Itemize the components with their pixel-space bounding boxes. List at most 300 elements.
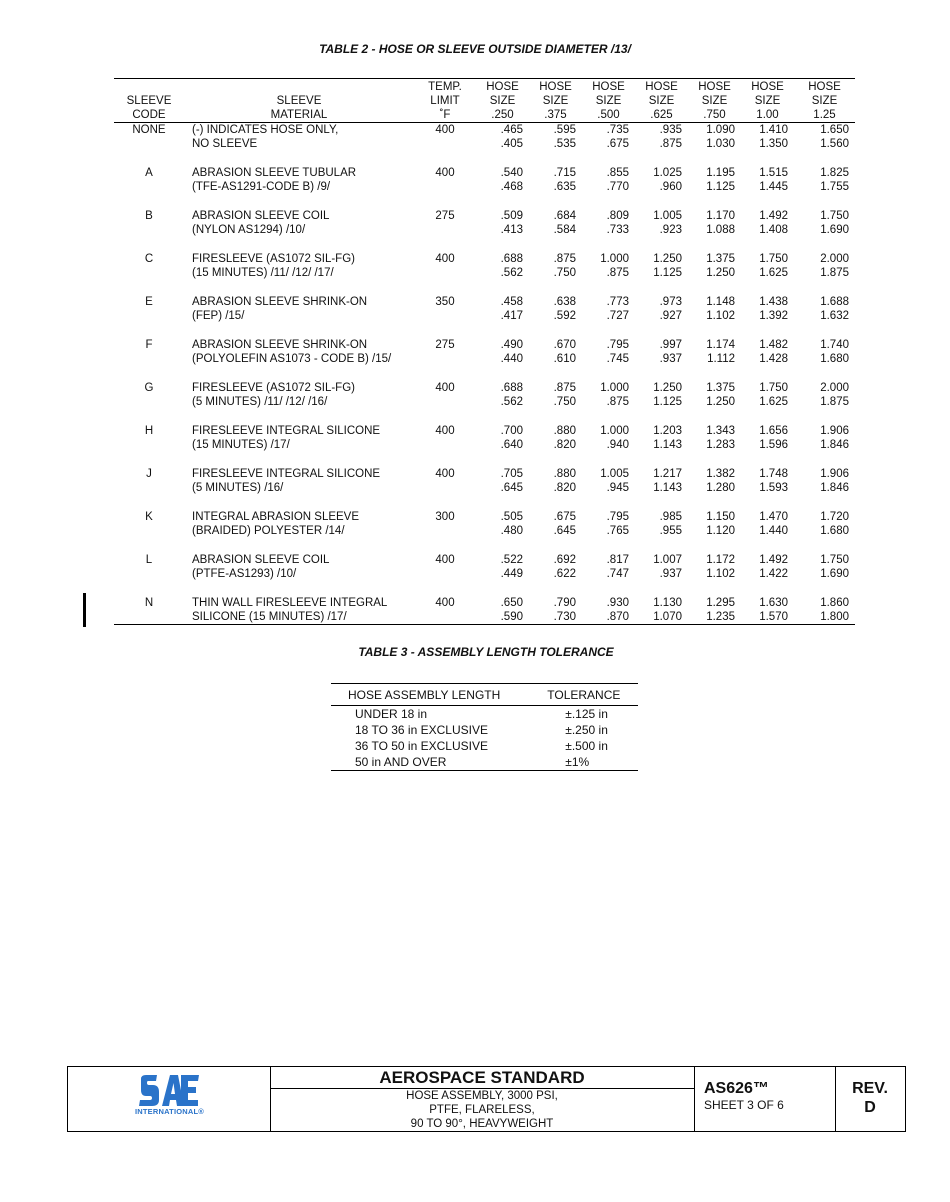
table2-cell <box>529 424 582 467</box>
document-number: AS626™ <box>704 1080 769 1097</box>
cell-value: 1.174 <box>706 339 735 351</box>
table2-cell <box>114 295 184 338</box>
cell-value: .730 <box>553 611 576 623</box>
header-line: SIZE <box>701 95 728 107</box>
table2-row <box>114 553 855 596</box>
length-range: UNDER 18 in <box>355 707 428 721</box>
cell-value: (NYLON AS1294) /10/ <box>192 224 306 236</box>
cell-value: 1.120 <box>706 525 735 537</box>
table2-cell <box>794 510 855 553</box>
cell-value: 400 <box>435 382 455 394</box>
cell-value: 1.070 <box>653 611 682 623</box>
table2-cell <box>184 123 414 167</box>
length-range: 50 in AND OVER <box>355 755 447 769</box>
header-line: HOSE <box>539 81 572 93</box>
table2-cell <box>529 596 582 625</box>
cell-value: 1.680 <box>820 525 849 537</box>
cell-value: .955 <box>659 525 682 537</box>
table2-cell <box>476 381 529 424</box>
table2-cell <box>794 381 855 424</box>
table2-header-cell <box>688 79 741 123</box>
cell-value: 1.570 <box>759 611 788 623</box>
table2-cell <box>184 166 414 209</box>
cell-value: 1.440 <box>759 525 788 537</box>
cell-value: .880 <box>553 425 576 437</box>
sheet-number: SHEET 3 OF 6 <box>704 1098 784 1112</box>
document-number-cell <box>694 1067 836 1131</box>
header-line: .500 <box>597 109 620 121</box>
table2-row <box>114 209 855 252</box>
description-line-3: 90 TO 90°, HEAVYWEIGHT <box>410 1118 554 1130</box>
table2-cell <box>184 381 414 424</box>
table2-cell <box>688 381 741 424</box>
table2-row <box>114 596 855 625</box>
cell-value: 400 <box>435 167 455 179</box>
table2-cell <box>794 295 855 338</box>
table2-cell <box>414 467 476 510</box>
cell-value: 1.625 <box>759 267 788 279</box>
cell-value: N <box>144 597 154 609</box>
table3-row <box>331 754 638 771</box>
cell-value: 1.170 <box>706 210 735 222</box>
title-block <box>67 1066 906 1132</box>
table2-header-cell <box>794 79 855 123</box>
table2-cell <box>635 295 688 338</box>
cell-value: L <box>145 554 153 566</box>
cell-value: 1.295 <box>706 597 735 609</box>
cell-value: .937 <box>659 568 682 580</box>
table2-cell <box>635 338 688 381</box>
header-line: SIZE <box>811 95 838 107</box>
cell-value: 1.515 <box>759 167 788 179</box>
cell-value: THIN WALL FIRESLEEVE INTEGRAL <box>192 597 388 609</box>
cell-value: 400 <box>435 124 455 136</box>
table2-cell <box>114 123 184 167</box>
cell-value: .610 <box>553 353 576 365</box>
cell-value: K <box>145 511 153 523</box>
table2-cell <box>688 467 741 510</box>
table3-header-tolerance: TOLERANCE <box>547 688 621 702</box>
cell-value: .875 <box>606 396 629 408</box>
cell-value: NONE <box>132 124 166 136</box>
cell-value: 1.143 <box>653 482 682 494</box>
cell-value: 275 <box>435 339 455 351</box>
header-line: 1.00 <box>756 109 779 121</box>
cell-value: 2.000 <box>820 382 849 394</box>
cell-value: .509 <box>500 210 523 222</box>
cell-value: (15 MINUTES) /17/ <box>192 439 290 451</box>
table2-row <box>114 467 855 510</box>
table2-cell <box>741 338 794 381</box>
table3-title: TABLE 3 - ASSEMBLY LENGTH TOLERANCE <box>358 645 614 659</box>
cell-value: .490 <box>500 339 523 351</box>
table2-cell <box>741 123 794 167</box>
cell-value: .640 <box>500 439 523 451</box>
header-line: .750 <box>703 109 726 121</box>
table2-cell <box>741 381 794 424</box>
cell-value: (5 MINUTES) /16/ <box>192 482 284 494</box>
table2-cell <box>741 209 794 252</box>
table3-header-length: HOSE ASSEMBLY LENGTH <box>348 688 501 702</box>
cell-value: (TFE-AS1291-CODE B) /9/ <box>192 181 331 193</box>
cell-value: 1.755 <box>820 181 849 193</box>
cell-value: .449 <box>500 568 523 580</box>
cell-value: .590 <box>500 611 523 623</box>
cell-value: ABRASION SLEEVE SHRINK-ON <box>192 339 368 351</box>
table2-cell <box>476 553 529 596</box>
header-line: HOSE <box>751 81 784 93</box>
cell-value: 400 <box>435 253 455 265</box>
table2-cell <box>794 338 855 381</box>
cell-value: 400 <box>435 597 455 609</box>
cell-value: .522 <box>500 554 523 566</box>
cell-value: .795 <box>606 339 629 351</box>
cell-value: 1.025 <box>653 167 682 179</box>
table2-cell <box>635 510 688 553</box>
table2-cell <box>414 553 476 596</box>
table2-cell <box>184 424 414 467</box>
cell-value: 1.000 <box>600 425 629 437</box>
cell-value: .997 <box>659 339 682 351</box>
table3-row <box>331 706 638 723</box>
cell-value: .960 <box>659 181 682 193</box>
table2-cell <box>476 252 529 295</box>
cell-value: .773 <box>606 296 629 308</box>
cell-value: .790 <box>553 597 576 609</box>
cell-value: .692 <box>553 554 576 566</box>
table2-cell <box>741 252 794 295</box>
cell-value: INTEGRAL ABRASION SLEEVE <box>192 511 360 523</box>
cell-value: (15 MINUTES) /11/ /12/ /17/ <box>192 267 334 279</box>
table2-cell <box>184 338 414 381</box>
table2-header-cell <box>741 79 794 123</box>
table2-cell <box>114 553 184 596</box>
table2-cell <box>688 123 741 167</box>
cell-value: 400 <box>435 554 455 566</box>
table2-cell <box>741 553 794 596</box>
table2-cell <box>529 510 582 553</box>
cell-value: .809 <box>606 210 629 222</box>
table2-cell <box>184 295 414 338</box>
header-line <box>147 81 150 93</box>
cell-value: .540 <box>500 167 523 179</box>
cell-value: 1.005 <box>653 210 682 222</box>
cell-value: 1.005 <box>600 468 629 480</box>
cell-value: 1.690 <box>820 568 849 580</box>
cell-value: .940 <box>606 439 629 451</box>
table2-body <box>114 123 855 625</box>
cell-value: 1.090 <box>706 124 735 136</box>
table2-header-cell <box>184 79 414 123</box>
cell-value: .684 <box>553 210 576 222</box>
table2-cell <box>688 166 741 209</box>
header-line: ˚F <box>439 109 451 121</box>
cell-value: 1.748 <box>759 468 788 480</box>
cell-value: .458 <box>500 296 523 308</box>
table2-cell <box>476 123 529 167</box>
table2-cell <box>741 424 794 467</box>
table2-cell <box>582 295 635 338</box>
table2-cell <box>741 596 794 625</box>
cell-value: .923 <box>659 224 682 236</box>
cell-value: 1.217 <box>653 468 682 480</box>
table2-cell <box>741 510 794 553</box>
header-line: .250 <box>491 109 514 121</box>
table2-cell <box>582 123 635 167</box>
cell-value: 1.625 <box>759 396 788 408</box>
cell-value: 1.593 <box>759 482 788 494</box>
cell-value: .875 <box>553 253 576 265</box>
cell-value: .945 <box>606 482 629 494</box>
table2-cell <box>741 467 794 510</box>
table2-cell <box>741 295 794 338</box>
table2-cell <box>476 467 529 510</box>
cell-value: (POLYOLEFIN AS1073 - CODE B) /15/ <box>192 353 392 365</box>
tolerance-value: ±1% <box>565 755 590 769</box>
cell-value: .817 <box>606 554 629 566</box>
cell-value: .688 <box>500 253 523 265</box>
cell-value: .927 <box>659 310 682 322</box>
cell-value: 1.630 <box>759 597 788 609</box>
cell-value: .875 <box>606 267 629 279</box>
cell-value: 1.750 <box>820 210 849 222</box>
cell-value: ABRASION SLEEVE TUBULAR <box>192 167 357 179</box>
cell-value: .705 <box>500 468 523 480</box>
cell-value: 1.482 <box>759 339 788 351</box>
header-line: SLEEVE <box>276 95 322 107</box>
table2-cell <box>414 166 476 209</box>
cell-value: 1.283 <box>706 439 735 451</box>
cell-value: 1.102 <box>706 568 735 580</box>
header-line: TEMP. <box>428 81 462 93</box>
cell-value: 1.438 <box>759 296 788 308</box>
cell-value: .635 <box>553 181 576 193</box>
cell-value: 1.492 <box>759 210 788 222</box>
cell-value: 1.846 <box>820 439 849 451</box>
cell-value: .820 <box>553 482 576 494</box>
tolerance-value: ±.250 in <box>565 723 608 737</box>
cell-value: .870 <box>606 611 629 623</box>
table2-row <box>114 424 855 467</box>
table2-cell <box>414 123 476 167</box>
cell-value: SILICONE (15 MINUTES) /17/ <box>192 611 347 623</box>
cell-value: 1.800 <box>820 611 849 623</box>
description-line-1: HOSE ASSEMBLY, 3000 PSI, <box>406 1090 558 1102</box>
table2-cell <box>414 252 476 295</box>
table2-row <box>114 295 855 338</box>
table2-cell <box>794 467 855 510</box>
table2-cell <box>476 424 529 467</box>
table2-cell <box>688 338 741 381</box>
table2-cell <box>114 596 184 625</box>
cell-value: .855 <box>606 167 629 179</box>
cell-value: NO SLEEVE <box>192 138 258 150</box>
cell-value: 1.750 <box>820 554 849 566</box>
table2-cell <box>114 338 184 381</box>
cell-value: .747 <box>606 568 629 580</box>
header-line: HOSE <box>808 81 841 93</box>
cell-value: .417 <box>500 310 523 322</box>
table2-cell <box>635 381 688 424</box>
cell-value: 1.375 <box>706 382 735 394</box>
cell-value: .985 <box>659 511 682 523</box>
cell-value: .735 <box>606 124 629 136</box>
cell-value: 1.125 <box>653 396 682 408</box>
header-line: HOSE <box>592 81 625 93</box>
cell-value: 1.492 <box>759 554 788 566</box>
cell-value: 1.343 <box>706 425 735 437</box>
table2-cell <box>582 553 635 596</box>
description-line-2: PTFE, FLARELESS, <box>429 1104 535 1116</box>
cell-value: J <box>146 468 152 480</box>
table2-cell <box>414 381 476 424</box>
header-line: SIZE <box>648 95 675 107</box>
cell-value: 1.235 <box>706 611 735 623</box>
table2-cell <box>688 553 741 596</box>
top-cropped-text <box>0 0 950 8</box>
table2-header-row <box>114 79 855 123</box>
table2-row <box>114 166 855 209</box>
cell-value: 400 <box>435 468 455 480</box>
cell-value: 1.750 <box>759 382 788 394</box>
table2-cell <box>114 209 184 252</box>
cell-value: 1.375 <box>706 253 735 265</box>
table2-cell <box>476 510 529 553</box>
cell-value: 1.688 <box>820 296 849 308</box>
table2-cell <box>582 467 635 510</box>
cell-value: .700 <box>500 425 523 437</box>
cell-value: 1.130 <box>653 597 682 609</box>
cell-value: 1.906 <box>820 468 849 480</box>
header-line: .625 <box>650 109 673 121</box>
cell-value: 1.408 <box>759 224 788 236</box>
table2-cell <box>184 553 414 596</box>
cell-value: 1.392 <box>759 310 788 322</box>
header-line: .375 <box>544 109 567 121</box>
cell-value: .584 <box>553 224 576 236</box>
cell-value: 1.172 <box>706 554 735 566</box>
cell-value: 1.875 <box>820 396 849 408</box>
cell-value: 1.846 <box>820 482 849 494</box>
cell-value: 1.102 <box>706 310 735 322</box>
table2-cell <box>794 424 855 467</box>
cell-value: .405 <box>500 138 523 150</box>
table3-assembly-length-tolerance <box>331 683 638 771</box>
length-range: 18 TO 36 in EXCLUSIVE <box>355 723 488 737</box>
cell-value: .715 <box>553 167 576 179</box>
cell-value: .650 <box>500 597 523 609</box>
table2-header-cell <box>582 79 635 123</box>
cell-value: 1.250 <box>653 382 682 394</box>
table2-cell <box>529 166 582 209</box>
header-line: HOSE <box>486 81 519 93</box>
table2-cell <box>184 252 414 295</box>
table2-cell <box>114 252 184 295</box>
cell-value: 1.825 <box>820 167 849 179</box>
cell-value: .973 <box>659 296 682 308</box>
table2-cell <box>635 123 688 167</box>
table2-row <box>114 381 855 424</box>
cell-value: 1.148 <box>706 296 735 308</box>
table2-cell <box>184 467 414 510</box>
table2-cell <box>635 252 688 295</box>
cell-value: 1.007 <box>653 554 682 566</box>
cell-value: A <box>145 167 153 179</box>
cell-value: 1.860 <box>820 597 849 609</box>
table2-cell <box>114 381 184 424</box>
cell-value: .465 <box>500 124 523 136</box>
cell-value: (-) INDICATES HOSE ONLY, <box>192 124 339 136</box>
cell-value: ABRASION SLEEVE COIL <box>192 554 330 566</box>
cell-value: .622 <box>553 568 576 580</box>
cell-value: .645 <box>553 525 576 537</box>
table2-cell <box>794 209 855 252</box>
cell-value: G <box>144 382 154 394</box>
header-line: MATERIAL <box>270 109 328 121</box>
cell-value: .592 <box>553 310 576 322</box>
table2-cell <box>582 166 635 209</box>
table2-title: TABLE 2 - HOSE OR SLEEVE OUTSIDE DIAMETER /13/ <box>319 42 631 56</box>
cell-value: .562 <box>500 267 523 279</box>
table2-cell <box>688 252 741 295</box>
cell-value: 1.560 <box>820 138 849 150</box>
table2-cell <box>529 252 582 295</box>
cell-value: 1.250 <box>706 396 735 408</box>
table2-cell <box>529 123 582 167</box>
cell-value: (BRAIDED) POLYESTER /14/ <box>192 525 345 537</box>
cell-value: 1.906 <box>820 425 849 437</box>
table2-cell <box>635 166 688 209</box>
table2-cell <box>529 338 582 381</box>
table2-cell <box>582 338 635 381</box>
cell-value: 1.250 <box>653 253 682 265</box>
cell-value: 1.195 <box>706 167 735 179</box>
revision-change-bar <box>83 593 86 627</box>
table2-cell <box>688 209 741 252</box>
cell-value: .880 <box>553 468 576 480</box>
sae-logo-icon <box>138 1074 200 1108</box>
cell-value: 1.000 <box>600 253 629 265</box>
cell-value: .440 <box>500 353 523 365</box>
cell-value: .820 <box>553 439 576 451</box>
cell-value: .875 <box>553 382 576 394</box>
cell-value: .733 <box>606 224 629 236</box>
cell-value: ABRASION SLEEVE SHRINK-ON <box>192 296 368 308</box>
cell-value: .688 <box>500 382 523 394</box>
table2-cell <box>794 166 855 209</box>
table2-cell <box>582 510 635 553</box>
cell-value: .675 <box>606 138 629 150</box>
cell-value: .480 <box>500 525 523 537</box>
cell-value: 1.422 <box>759 568 788 580</box>
table2-cell <box>529 467 582 510</box>
cell-value: 2.000 <box>820 253 849 265</box>
table2-cell <box>688 424 741 467</box>
header-line: HOSE <box>698 81 731 93</box>
standard-type-title: AEROSPACE STANDARD <box>270 1067 694 1089</box>
table2-cell <box>184 510 414 553</box>
cell-value: 1.350 <box>759 138 788 150</box>
revision-label: REV. <box>852 1080 888 1097</box>
table2-cell <box>114 510 184 553</box>
table2-cell <box>184 209 414 252</box>
cell-value: .645 <box>500 482 523 494</box>
table2-cell <box>635 467 688 510</box>
cell-value: .562 <box>500 396 523 408</box>
cell-value: E <box>145 296 153 308</box>
cell-value: C <box>144 253 154 265</box>
cell-value: 1.632 <box>820 310 849 322</box>
